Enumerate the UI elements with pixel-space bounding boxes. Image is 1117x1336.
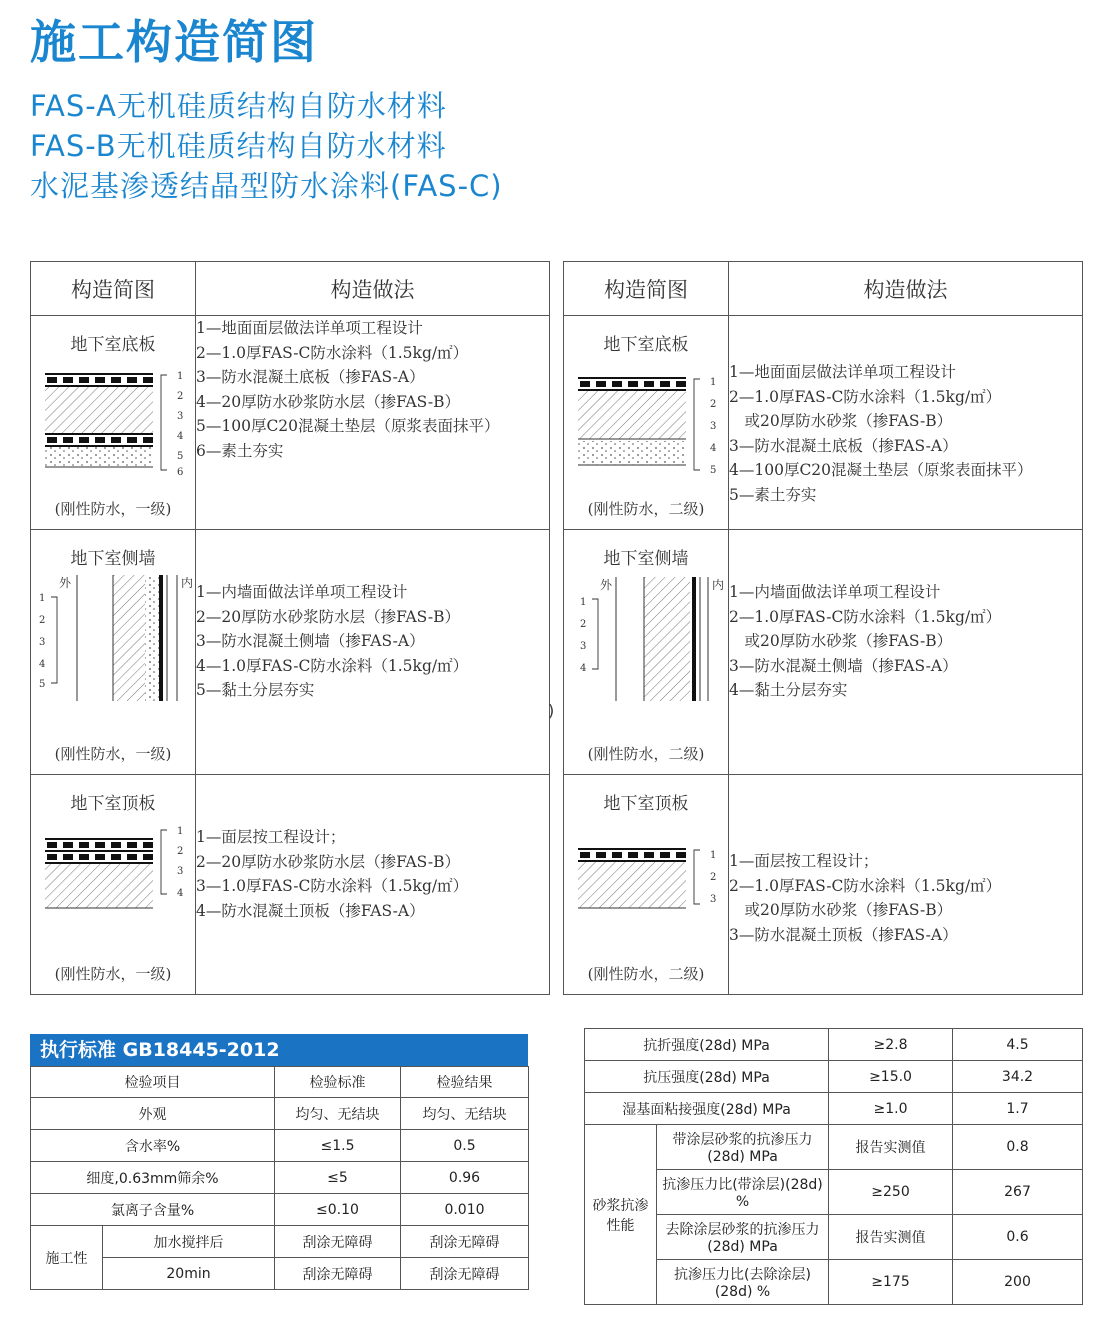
table-row: 砂浆抗渗性能 带涂层砂浆的抗渗压力(28d) MPa 报告实测值 0.8 (585, 1125, 1083, 1170)
table-row: 氯离子含量% ≤0.10 0.010 (31, 1194, 529, 1226)
steps-basement-floor-1: 1—地面面层做法详单项工程设计 2—1.0厚FAS-C防水涂料（1.5kg/㎡） 3—防水混凝土底板（掺FAS-A） 4—20厚防水砂浆防水层（掺FAS-B） 5—100厚C20混凝土垫层（原浆表面抹平） 6—素土夯实 (196, 316, 550, 530)
subtitle-fas-b: FAS-B无机硅质结构自防水材料 (30, 129, 447, 163)
table-row: 外观 均匀、无结块 均匀、无结块 (31, 1098, 529, 1130)
roof-section-drawing (31, 814, 193, 924)
standard-heading: 执行标准 GB18445-2012 (30, 1034, 528, 1066)
table-row: 去除涂层砂浆的抗渗压力(28d) MPa 报告实测值 0.6 (585, 1215, 1083, 1260)
standard-table-block (30, 1034, 528, 1290)
floor-section-drawing (564, 355, 726, 477)
svg-text:4: 4 (580, 663, 587, 674)
svg-text:1: 1 (177, 371, 184, 382)
svg-text:4: 4 (177, 431, 184, 442)
svg-text:1: 1 (580, 597, 587, 608)
roof-section-drawing (564, 814, 726, 924)
svg-text:3: 3 (710, 894, 717, 905)
table-row: 抗渗压力比(带涂层)(28d) % ≥250 267 (585, 1170, 1083, 1215)
table-row: 抗压强度(28d) MPa ≥15.0 34.2 (585, 1061, 1083, 1093)
floor-section-drawing (31, 355, 193, 477)
table-row: 湿基面粘接强度(28d) MPa ≥1.0 1.7 (585, 1093, 1083, 1125)
svg-text:2: 2 (580, 619, 587, 630)
wall-section-drawing (31, 569, 193, 709)
col-header-method: 构造做法 (729, 262, 1083, 316)
svg-text:5: 5 (39, 679, 46, 690)
svg-text:3: 3 (39, 637, 46, 648)
diagram-basement-roof-2: 地下室顶板 1 2 3 (刚性防水，二级) (564, 775, 729, 995)
stray-bracket: ) (548, 701, 555, 720)
subtitle-fas-a: FAS-A无机硅质结构自防水材料 (30, 89, 447, 123)
svg-text:3: 3 (177, 411, 184, 422)
svg-text:3: 3 (710, 421, 717, 432)
svg-text:内: 内 (712, 578, 725, 592)
construction-table-right (563, 261, 1083, 995)
table-row: 抗折强度(28d) MPa ≥2.8 4.5 (585, 1029, 1083, 1061)
svg-text:2: 2 (710, 872, 717, 883)
svg-text:外: 外 (600, 578, 613, 592)
svg-text:外: 外 (59, 576, 72, 590)
diagram-basement-roof-1: 地下室顶板 1 2 3 4 (刚性防水，一级) (31, 775, 196, 995)
svg-text:5: 5 (177, 451, 184, 462)
svg-text:内: 内 (181, 576, 193, 590)
svg-text:3: 3 (177, 866, 184, 877)
steps-basement-wall-1: 1—内墙面做法详单项工程设计 2—20厚防水砂浆防水层（掺FAS-B） 3—防水混凝土侧墙（掺FAS-A） 4—1.0厚FAS-C防水涂料（1.5kg/㎡） 5—黏土分层夯实 (196, 530, 550, 775)
wall-section-drawing (564, 569, 726, 709)
subtitle-fas-c: 水泥基渗透结晶型防水涂料(FAS-C) (30, 169, 503, 203)
steps-basement-floor-2: 1—地面面层做法详单项工程设计 2—1.0厚FAS-C防水涂料（1.5kg/㎡） 或20厚防水砂浆（掺FAS-B） 3—防水混凝土底板（掺FAS-A） 4—100厚C20混凝土垫层（原浆表面抹平） 5—素土夯实 (729, 316, 1083, 530)
svg-text:1: 1 (710, 377, 717, 388)
table-row: 抗渗压力比(去除涂层)(28d) % ≥175 200 (585, 1260, 1083, 1305)
svg-text:5: 5 (710, 465, 717, 476)
steps-basement-wall-2: 1—内墙面做法详单项工程设计 2—1.0厚FAS-C防水涂料（1.5kg/㎡） 或20厚防水砂浆（掺FAS-B） 3—防水混凝土侧墙（掺FAS-A） 4—黏土分层夯实 (729, 530, 1083, 775)
table-row: 20min 刮涂无障碍 刮涂无障碍 (31, 1258, 529, 1290)
performance-table-block (584, 1028, 1082, 1305)
diagram-basement-wall-2: 地下室侧墙 外 内 1 2 3 4 (刚性防水，二级) (564, 530, 729, 775)
svg-text:2: 2 (710, 399, 717, 410)
steps-basement-roof-2: 1—面层按工程设计； 2—1.0厚FAS-C防水涂料（1.5kg/㎡） 或20厚防水砂浆（掺FAS-B） 3—防水混凝土顶板（掺FAS-A） (729, 775, 1083, 995)
svg-text:3: 3 (580, 641, 587, 652)
svg-text:2: 2 (177, 391, 184, 402)
table-row: 细度,0.63mm筛余% ≤5 0.96 (31, 1162, 529, 1194)
col-header-method: 构造做法 (196, 262, 550, 316)
svg-text:2: 2 (39, 615, 46, 626)
col-header-diagram: 构造简图 (31, 262, 196, 316)
performance-table (584, 1028, 1083, 1305)
diagram-basement-wall-1: 地下室侧墙 外 内 1 2 3 4 5 (刚性防水，一级) (31, 530, 196, 775)
steps-basement-roof-1: 1—面层按工程设计； 2—20厚防水砂浆防水层（掺FAS-B） 3—1.0厚FAS-C防水涂料（1.5kg/㎡） 4—防水混凝土顶板（掺FAS-A） (196, 775, 550, 995)
table-row: 施工性 加水搅拌后 刮涂无障碍 刮涂无障碍 (31, 1226, 529, 1258)
svg-text:1: 1 (710, 850, 717, 861)
construction-table-left (30, 261, 550, 995)
page-title: 施工构造简图 (30, 15, 318, 69)
svg-text:1: 1 (177, 826, 184, 837)
svg-text:4: 4 (177, 888, 184, 899)
standard-table: 检验项目 检验标准 检验结果 外观 均匀、无结块 均匀、无结块 含水率% ≤1.5 0.5 细度,0.63mm筛余% ≤5 0.96 氯离子含量% ≤0.10 0.010 施工性 加水搅拌后 刮涂无障碍 刮涂无障碍 20min 刮涂无障碍 刮涂无障碍 (30, 1066, 529, 1290)
svg-text:6: 6 (177, 467, 184, 477)
svg-text:4: 4 (710, 443, 717, 454)
diagram-basement-floor-2: 地下室底板 1 2 3 4 5 (刚性防水，二级) (564, 316, 729, 530)
col-header-diagram: 构造简图 (564, 262, 729, 316)
table-row: 含水率% ≤1.5 0.5 (31, 1130, 529, 1162)
svg-text:4: 4 (39, 659, 46, 670)
svg-text:2: 2 (177, 846, 184, 857)
svg-text:1: 1 (39, 593, 46, 604)
diagram-basement-floor-1: 地下室底板 1 2 3 4 5 6 (刚性防水，一级) (31, 316, 196, 530)
